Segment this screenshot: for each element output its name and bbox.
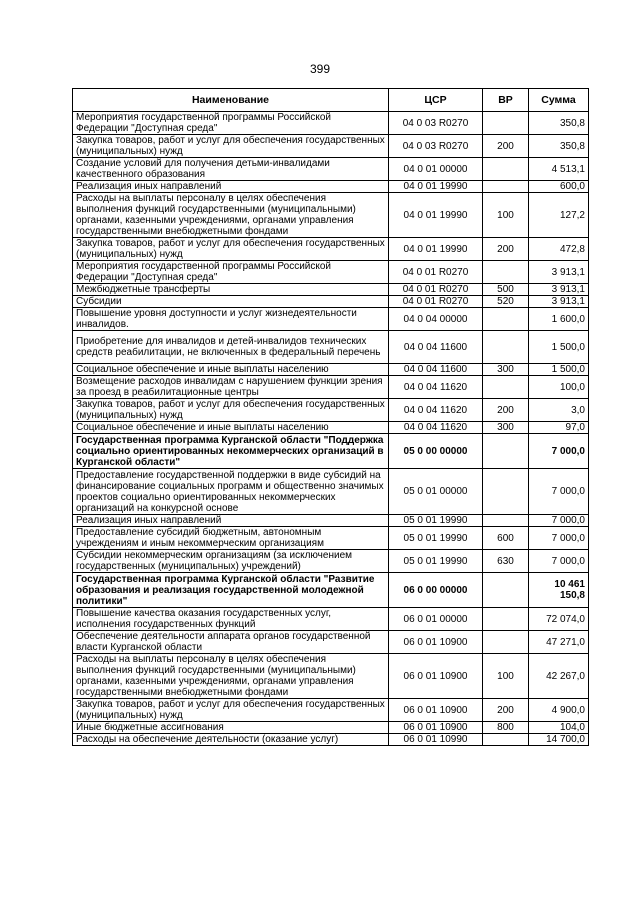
cell-sum: 14 700,0 <box>529 734 589 746</box>
cell-vr: 200 <box>483 135 529 158</box>
table-row <box>73 261 589 284</box>
cell-vr <box>483 573 529 608</box>
table-row <box>73 699 589 722</box>
cell-csr: 04 0 04 00000 <box>389 308 483 331</box>
cell-name: Обеспечение деятельности аппарата органов государственной власти Курганской области <box>73 631 389 654</box>
cell-name: Расходы на выплаты персоналу в целях обеспечения выполнения функций государственными (муниципальными) органами, казенными учреждениями, органами управления государственными внебюджетными фондами <box>73 193 389 238</box>
cell-csr: 04 0 03 R0270 <box>389 112 483 135</box>
table-row <box>73 238 589 261</box>
cell-sum: 72 074,0 <box>529 608 589 631</box>
cell-sum: 47 271,0 <box>529 631 589 654</box>
cell-name: Государственная программа Курганской области "Поддержка социально ориентированных некоммерческих организаций в Курганской области" <box>73 434 389 469</box>
cell-sum: 10 461 150,8 <box>529 573 589 608</box>
cell-csr: 06 0 00 00000 <box>389 573 483 608</box>
table-row <box>73 364 589 376</box>
cell-csr: 06 0 01 00000 <box>389 608 483 631</box>
cell-vr: 300 <box>483 422 529 434</box>
cell-csr: 04 0 03 R0270 <box>389 135 483 158</box>
cell-sum: 127,2 <box>529 193 589 238</box>
cell-sum: 1 600,0 <box>529 308 589 331</box>
table-row <box>73 515 589 527</box>
table-row <box>73 181 589 193</box>
cell-name: Закупка товаров, работ и услуг для обеспечения государственных (муниципальных) нужд <box>73 238 389 261</box>
cell-csr: 05 0 01 00000 <box>389 469 483 515</box>
cell-sum: 350,8 <box>529 135 589 158</box>
cell-vr <box>483 631 529 654</box>
cell-vr: 500 <box>483 284 529 296</box>
cell-name: Иные бюджетные ассигнования <box>73 722 389 734</box>
cell-csr: 04 0 01 R0270 <box>389 284 483 296</box>
cell-vr <box>483 158 529 181</box>
cell-vr <box>483 261 529 284</box>
cell-csr: 06 0 01 10900 <box>389 699 483 722</box>
cell-name: Возмещение расходов инвалидам с нарушением функции зрения за проезд в реабилитационные центры <box>73 376 389 399</box>
cell-vr <box>483 469 529 515</box>
cell-sum: 350,8 <box>529 112 589 135</box>
cell-vr: 200 <box>483 238 529 261</box>
cell-sum: 42 267,0 <box>529 654 589 699</box>
cell-vr: 630 <box>483 550 529 573</box>
table-row <box>73 550 589 573</box>
cell-vr <box>483 608 529 631</box>
cell-name: Закупка товаров, работ и услуг для обеспечения государственных (муниципальных) нужд <box>73 699 389 722</box>
cell-vr <box>483 376 529 399</box>
table-row <box>73 308 589 331</box>
cell-csr: 04 0 04 11620 <box>389 422 483 434</box>
cell-sum: 1 500,0 <box>529 364 589 376</box>
cell-name: Предоставление государственной поддержки в виде субсидий на финансирование социальных программ и общественно значимых проектов социально ориентированных некоммерческих организаций на конкурсной основе <box>73 469 389 515</box>
cell-sum: 600,0 <box>529 181 589 193</box>
table-row <box>73 734 589 746</box>
cell-vr <box>483 181 529 193</box>
table-row <box>73 331 589 364</box>
cell-name: Межбюджетные трансферты <box>73 284 389 296</box>
cell-csr: 06 0 01 10900 <box>389 722 483 734</box>
table-row <box>73 631 589 654</box>
cell-name: Реализация иных направлений <box>73 515 389 527</box>
table-row <box>73 376 589 399</box>
table-row <box>73 422 589 434</box>
cell-name: Мероприятия государственной программы Российской Федерации "Доступная среда" <box>73 261 389 284</box>
cell-vr: 100 <box>483 193 529 238</box>
cell-name: Создание условий для получения детьми-инвалидами качественного образования <box>73 158 389 181</box>
cell-csr: 04 0 04 11600 <box>389 364 483 376</box>
cell-csr: 06 0 01 10900 <box>389 631 483 654</box>
table-row <box>73 722 589 734</box>
table-row <box>73 193 589 238</box>
cell-sum: 3,0 <box>529 399 589 422</box>
cell-name: Субсидии некоммерческим организациям (за исключением государственных (муниципальных) учреждений) <box>73 550 389 573</box>
cell-csr: 04 0 04 11600 <box>389 331 483 364</box>
cell-name: Расходы на обеспечение деятельности (оказание услуг) <box>73 734 389 746</box>
cell-csr: 04 0 04 11620 <box>389 376 483 399</box>
cell-name: Закупка товаров, работ и услуг для обеспечения государственных (муниципальных) нужд <box>73 135 389 158</box>
cell-vr <box>483 308 529 331</box>
cell-csr: 04 0 01 19990 <box>389 181 483 193</box>
cell-vr: 200 <box>483 699 529 722</box>
cell-name: Социальное обеспечение и иные выплаты населению <box>73 364 389 376</box>
cell-name: Мероприятия государственной программы Российской Федерации "Доступная среда" <box>73 112 389 135</box>
table-row <box>73 112 589 135</box>
cell-sum: 7 000,0 <box>529 527 589 550</box>
cell-vr: 600 <box>483 527 529 550</box>
cell-name: Повышение качества оказания государственных услуг, исполнения государственных функций <box>73 608 389 631</box>
cell-csr: 04 0 01 19990 <box>389 193 483 238</box>
cell-sum: 1 500,0 <box>529 331 589 364</box>
cell-csr: 06 0 01 10990 <box>389 734 483 746</box>
cell-sum: 97,0 <box>529 422 589 434</box>
table-row <box>73 399 589 422</box>
column-header-csr: ЦСР <box>389 89 483 112</box>
cell-sum: 7 000,0 <box>529 434 589 469</box>
budget-table <box>72 88 589 746</box>
cell-sum: 4 513,1 <box>529 158 589 181</box>
cell-csr: 05 0 01 19990 <box>389 527 483 550</box>
cell-csr: 04 0 01 19990 <box>389 238 483 261</box>
cell-csr: 05 0 01 19990 <box>389 550 483 573</box>
cell-sum: 4 900,0 <box>529 699 589 722</box>
cell-sum: 3 913,1 <box>529 284 589 296</box>
cell-name: Приобретение для инвалидов и детей-инвалидов технических средств реабилитации, не включенных в федеральный перечень <box>73 331 389 364</box>
cell-vr: 520 <box>483 296 529 308</box>
cell-csr: 04 0 04 11620 <box>389 399 483 422</box>
cell-csr: 06 0 01 10900 <box>389 654 483 699</box>
cell-sum: 104,0 <box>529 722 589 734</box>
table-row <box>73 654 589 699</box>
table-row <box>73 573 589 608</box>
cell-vr <box>483 515 529 527</box>
page-number: 399 <box>309 62 331 76</box>
column-header-sum: Сумма <box>529 89 589 112</box>
cell-sum: 7 000,0 <box>529 515 589 527</box>
cell-sum: 100,0 <box>529 376 589 399</box>
cell-vr: 100 <box>483 654 529 699</box>
cell-sum: 3 913,1 <box>529 261 589 284</box>
cell-csr: 04 0 01 R0270 <box>389 296 483 308</box>
cell-name: Субсидии <box>73 296 389 308</box>
cell-vr <box>483 112 529 135</box>
cell-vr: 200 <box>483 399 529 422</box>
cell-csr: 05 0 01 19990 <box>389 515 483 527</box>
cell-vr: 300 <box>483 364 529 376</box>
cell-name: Государственная программа Курганской области "Развитие образования и реализация государственной молодежной политики" <box>73 573 389 608</box>
cell-vr <box>483 434 529 469</box>
table-row <box>73 135 589 158</box>
table-row <box>73 469 589 515</box>
cell-name: Реализация иных направлений <box>73 181 389 193</box>
cell-name: Повышение уровня доступности и услуг жизнедеятельности инвалидов. <box>73 308 389 331</box>
column-header-name: Наименование <box>73 89 389 112</box>
cell-name: Предоставление субсидий бюджетным, автономным учреждениям и иным некоммерческим организациям <box>73 527 389 550</box>
cell-vr <box>483 734 529 746</box>
cell-csr: 04 0 01 00000 <box>389 158 483 181</box>
cell-csr: 04 0 01 R0270 <box>389 261 483 284</box>
table-row <box>73 284 589 296</box>
cell-vr <box>483 331 529 364</box>
cell-name: Закупка товаров, работ и услуг для обеспечения государственных (муниципальных) нужд <box>73 399 389 422</box>
column-header-vr: ВР <box>483 89 529 112</box>
table-row <box>73 434 589 469</box>
cell-sum: 3 913,1 <box>529 296 589 308</box>
table-row <box>73 527 589 550</box>
cell-sum: 7 000,0 <box>529 469 589 515</box>
cell-csr: 05 0 00 00000 <box>389 434 483 469</box>
table-header-row <box>73 89 589 112</box>
cell-vr: 800 <box>483 722 529 734</box>
cell-sum: 7 000,0 <box>529 550 589 573</box>
table-row <box>73 608 589 631</box>
cell-name: Расходы на выплаты персоналу в целях обеспечения выполнения функций государственными (муниципальными) органами, казенными учреждениями, органами управления государственными внебюджетными фондами <box>73 654 389 699</box>
table-row <box>73 158 589 181</box>
cell-sum: 472,8 <box>529 238 589 261</box>
table-row <box>73 296 589 308</box>
cell-name: Социальное обеспечение и иные выплаты населению <box>73 422 389 434</box>
